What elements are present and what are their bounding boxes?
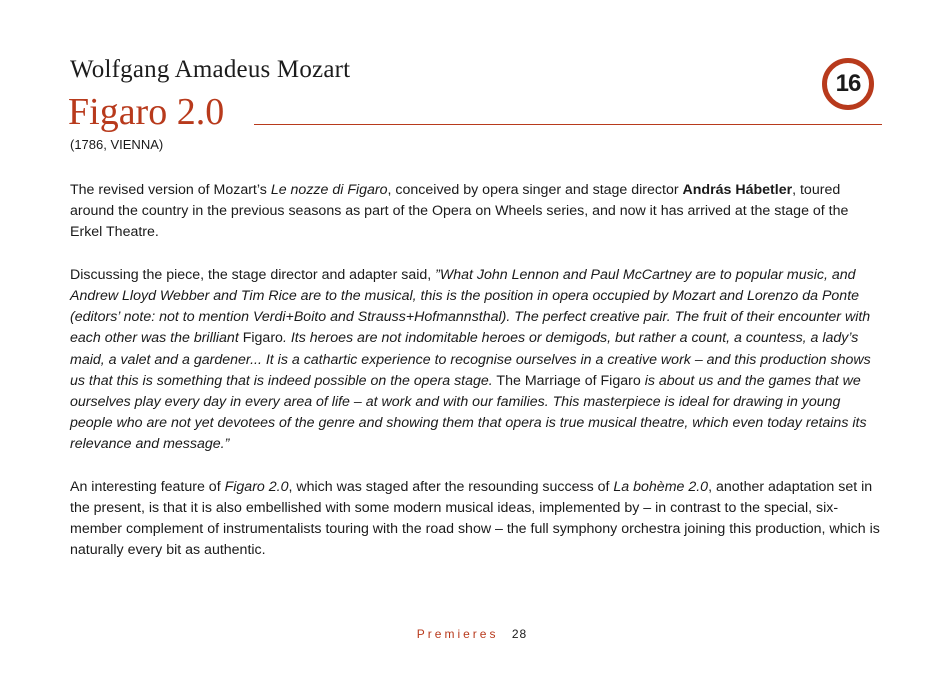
footer-section-label: Premieres — [416, 627, 499, 641]
age-rating-badge: 16 — [822, 58, 874, 110]
paragraph-intro — [70, 180, 882, 244]
text-run: The revised version of Mozart’s — [70, 182, 271, 198]
text-run: , which was staged after the resounding success of — [288, 478, 614, 495]
italic-run: . Its heroes are not indomitable heroes or demigods, but rather a count, a countess, a lady’s maid, a valet and a gardener... It is a cathartic experience to recognise ourselves in a creative work – and this production shows us that this is something that is indeed possible on the opera stage. — [70, 330, 871, 389]
premiere-subtitle: (1786, VIENNA) — [70, 137, 164, 152]
italic-run: Le nozze di Figaro — [270, 182, 388, 198]
page-title: Figaro 2.0 — [68, 91, 225, 133]
text-run: Discussing the piece, the stage director and adapter said, — [70, 266, 436, 283]
page-footer — [0, 627, 944, 641]
text-run: Figaro — [242, 330, 283, 347]
paragraph-feature — [70, 477, 882, 562]
text-run: An interesting feature of — [70, 478, 225, 495]
title-rule-divider — [254, 124, 882, 125]
paragraph-quote — [70, 265, 882, 456]
italic-run: La bohème 2.0 — [613, 478, 709, 495]
title-row — [68, 92, 882, 132]
bold-run: András Hábetler — [682, 182, 793, 198]
italic-run: ”What John Lennon and Paul McCartney are to popular music, and Andrew Lloyd Webber and Tim Rice are to the musical, this is the position in opera occupied by Mozart and Lorenzo da Ponte (editors’ note: not to mention Verdi+Boito and Strauss+Hofmannsthal). The perfect creative pair. The fruit of their encounter with each other was the brilliant — [70, 266, 871, 347]
article-body — [70, 180, 882, 583]
text-run: The Marriage of Figaro — [492, 372, 645, 389]
text-run: , conceived by opera singer and stage director — [387, 182, 683, 198]
text-run: , another adaptation set in the present, is that it is also embellished with some modern musical ideas, implemented by – in contrast to the special, six-member complement of instrumentalists touring with the road show – the full symphony orchestra joining this production, which is naturally every bit as authentic. — [70, 478, 880, 559]
text-run: , toured around the country in the previous seasons as part of the Opera on Wheels series, and now it has arrived at the stage of the Erkel Theatre. — [70, 182, 849, 241]
composer-name: Wolfgang Amadeus Mozart — [70, 56, 351, 83]
italic-run: Figaro 2.0 — [224, 478, 289, 495]
italic-run: is about us and the games that we ourselves play every day in every area of life – at work and with our families. This masterpiece is ideal for drawing in young people who are not yet devotees of the genre and showing them that opera is true musical theatre, which even today retains its relevance and message.” — [70, 372, 867, 453]
page-number: 28 — [511, 627, 528, 641]
